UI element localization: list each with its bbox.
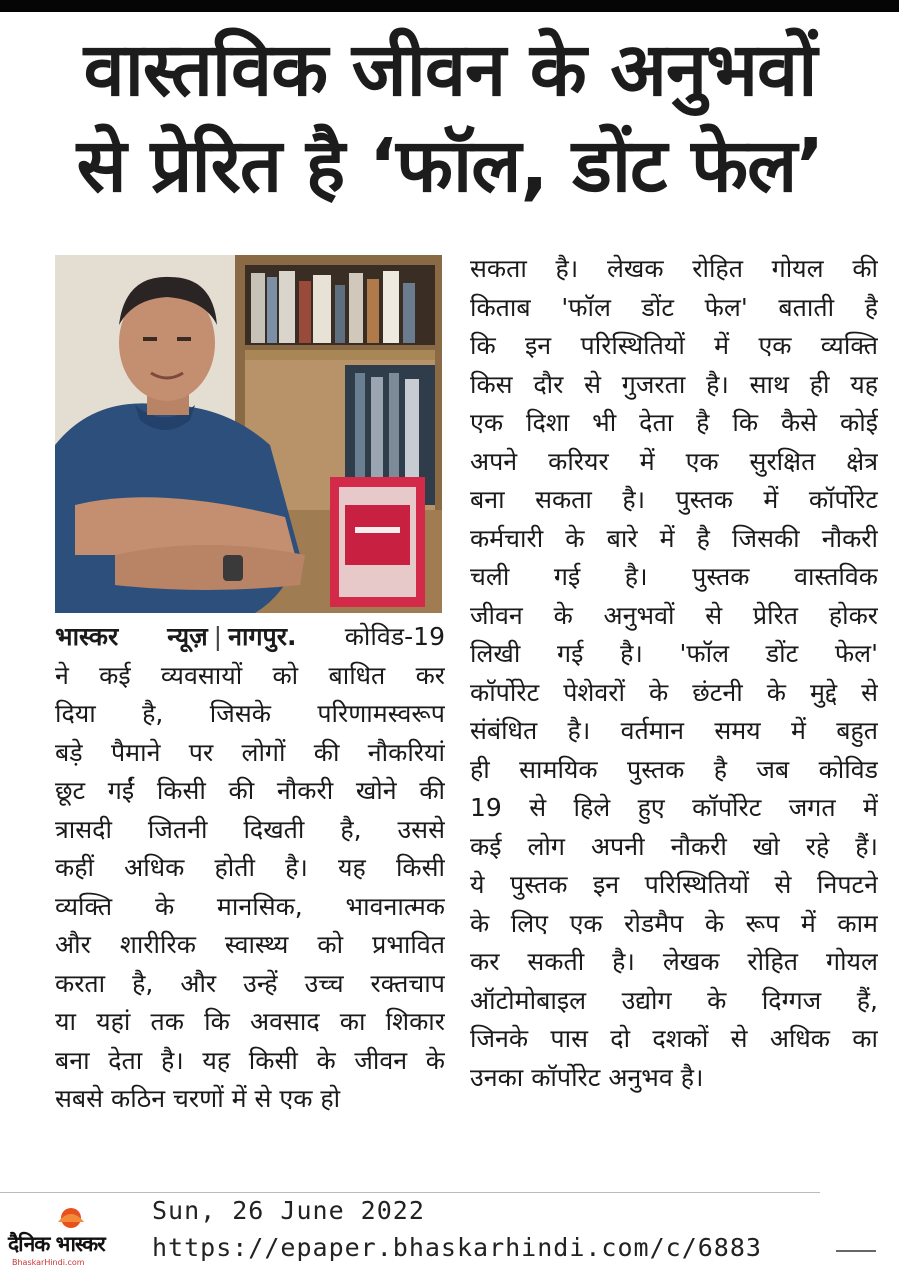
dateline-source: भास्कर न्यूज़ — [55, 622, 208, 651]
left-text-line: व्यक्ति के मानसिक, भावनात्मक — [55, 891, 445, 921]
footer-divider — [0, 1192, 820, 1193]
tail-mark — [836, 1250, 876, 1252]
right-text-line: कर्मचारी के बारे में है जिसकी नौकरी — [470, 523, 878, 553]
right-text-line: बना सकता है। पुस्तक में कॉर्पोरेट — [470, 485, 878, 514]
right-text-line: संबंधित है। वर्तमान समय में बहुत — [470, 716, 878, 745]
left-text-line: ने कई व्यवसायों को बाधित कर — [55, 660, 445, 690]
right-text-line: कई लोग अपनी नौकरी खो रहे हैं। — [470, 831, 878, 861]
article-right-column — [470, 250, 878, 1097]
left-text-line: या यहां तक कि अवसाद का शिकार — [55, 1007, 445, 1036]
right-text-line: जीवन के अनुभवों से प्रेरित होकर — [470, 600, 878, 630]
right-text-line: अपने करियर में एक सुरक्षित क्षेत्र — [470, 446, 878, 476]
right-text-line: कर सकती है। लेखक रोहित गोयल — [470, 947, 878, 976]
left-text-line: कोविड-19 — [344, 622, 445, 651]
right-text-line: किताब 'फॉल डोंट फेल' बताती है — [470, 292, 878, 322]
top-border — [0, 0, 899, 12]
left-first-line — [55, 618, 445, 657]
right-text-line: ये पुस्तक इन परिस्थितियों से निपटने — [470, 870, 878, 899]
left-text-line: दिया है, जिसके परिणामस्वरूप — [55, 699, 445, 728]
right-text-line: सकता है। लेखक रोहित गोयल की — [470, 254, 878, 283]
left-text-line: बड़े पैमाने पर लोगों की नौकरियां — [55, 737, 445, 767]
author-photo — [55, 255, 442, 613]
left-text-line: सबसे कठिन चरणों में से एक हो — [55, 1084, 341, 1113]
right-text-line: उनका कॉर्पोरेट अनुभव है। — [470, 1062, 704, 1092]
right-text-line: 19 से हिले हुए कॉर्पोरेट जगत में — [470, 793, 878, 822]
right-text-line: के लिए एक रोडमैप के रूप में काम — [470, 908, 878, 938]
right-text-line: एक दिशा भी देता है कि कैसे कोई — [470, 408, 878, 437]
dateline-city: नागपुर. — [228, 622, 297, 651]
edition-date: Sun, 26 June 2022 — [152, 1196, 425, 1225]
left-text-line: और शारीरिक स्वास्थ्य को प्रभावित — [55, 930, 445, 959]
bhaskar-logo — [8, 1204, 138, 1274]
headline — [20, 22, 880, 214]
epaper-url[interactable]: https://epaper.bhaskarhindi.com/c/6883 — [152, 1233, 762, 1262]
left-text-line: करता है, और उन्हें उच्च रक्तचाप — [55, 968, 445, 998]
left-text-line: छूट गईं किसी की नौकरी खोने की — [55, 776, 445, 805]
right-text-line: कॉर्पोरेट पेशेवरों के छंटनी के मुद्दे से — [470, 677, 878, 707]
left-text-line: कहीं अधिक होती है। यह किसी — [55, 853, 445, 882]
headline-line-1: वास्तविक जीवन के अनुभवों — [83, 27, 817, 113]
right-text-line: ही सामयिक पुस्तक है जब कोविड — [470, 754, 878, 784]
article-left-column — [55, 618, 445, 1119]
right-text-line: किस दौर से गुजरता है। साथ ही यह — [470, 369, 878, 399]
headline-line-2: से प्रेरित है ‘फॉल, डोंट फेल’ — [76, 123, 824, 209]
dateline-separator: | — [213, 622, 223, 651]
left-text-line: त्रासदी जितनी दिखती है, उससे — [55, 814, 445, 844]
right-text-line: कि इन परिस्थितियों में एक व्यक्ति — [470, 331, 878, 360]
right-text-line: ऑटोमोबाइल उद्योग के दिग्गज हैं, — [470, 985, 878, 1015]
logo-name: दैनिक भास्कर — [8, 1232, 105, 1256]
right-text-line: जिनके पास दो दशकों से अधिक का — [470, 1024, 878, 1053]
left-text-line: बना देता है। यह किसी के जीवन के — [55, 1045, 445, 1075]
logo-subtitle: BhaskarHindi.com — [12, 1258, 85, 1267]
right-text-line: लिखी गई है। 'फॉल डोंट फेल' — [470, 639, 878, 668]
author-photo-illustration — [55, 255, 442, 613]
right-text-line: चली गई है। पुस्तक वास्तविक — [470, 562, 878, 591]
